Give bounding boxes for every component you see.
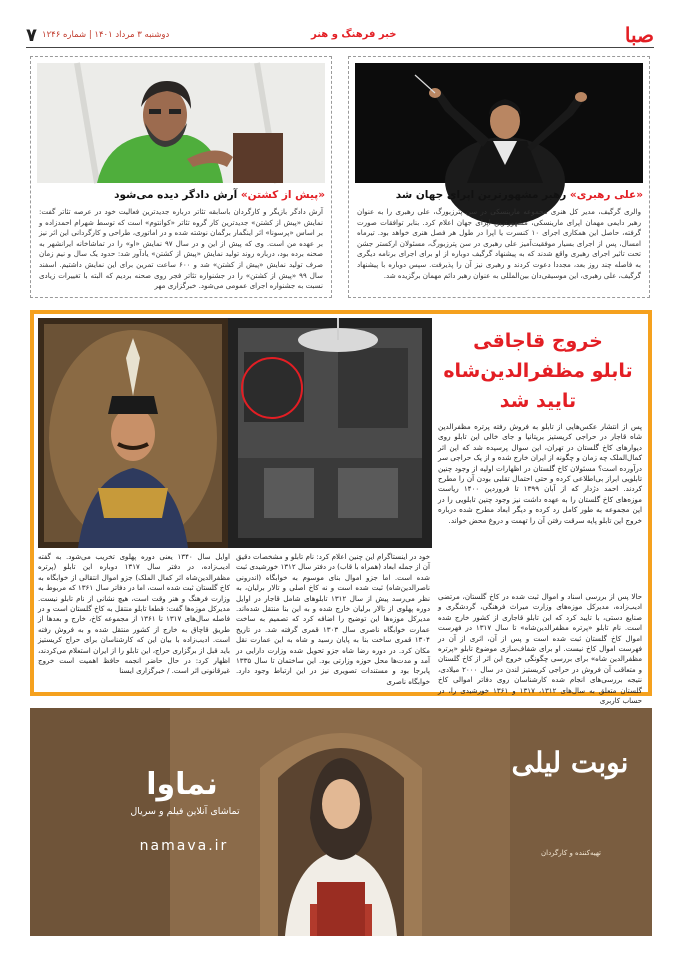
series-credit: تهیه‌کننده و کارگردان [540,849,601,857]
feature-lead-paragraph: پس از انتشار عکس‌هایی از تابلو به فروش رفته پرتره مظفرالدین شاه قاجار در حراجی کریستیز بریتانیا و جای خالی این تابلو روی دیوارهای کاخ گلستان در تهران، این سوال پرسیده شد که این اثر کمال‌الملک چه زمان و چگونه از ایران خارج شده و از یک حراجی سر درآورده است؟ مسئولان کاخ گلستان در اظهارات اولیه از وجود چنین تابلویی ابراز بی‌اطلاعی کرده و حتی احتمال تقلبی بودن آن را مطرح کردند. احمد دژدار که از آبان ۱۳۹۹ تا فروردین ۱۴۰۰ ریاست موزه‌های کاخ گلستان را به عهده داشت نیز وجود چنین تابلویی را در این مجموعه به طور کامل رد کرده و دیگر ابعاد مطرح شده درباره خروج این تابلو پایه سرقت رفتن آن را تهمت و دروغ محض خواند. [438,422,643,525]
page-number: ۷ [26,25,37,46]
brand-name: نماوا [146,767,218,802]
ad-url-link[interactable]: namava.ir [139,838,229,854]
section-name: خبر فرهنگ و هنر [311,29,397,40]
story-title: «علی رهبری» رهبر مشهورترین اپرای جهان شد [395,189,643,201]
feature-column-2: خود در اینستاگرام این چنین اعلام کرد: نام تابلو و مشخصات دقیق آن از جمله ابعاد (همراه با قاب) در دفتر سال ۱۳۱۲ خورشیدی ثبت شده است. اما جزو اموال بنای موسوم به خوابگاه (اندرونی ناصرالدین‌شاه) ثبت شده است و نه کاخ اصلی و تالار برلیان، به نظر می‌رسد پیش از سال ۱۳۱۲ تابلوهای شامل قاجار در اوایل دوره پهلوی از تالار برلیان خارج شده و به این بنا منتقل شده‌اند. مدیرکل موزه‌ها این توضیح را اضافه کرد که تصمیم به ساخت عمارت خوابگاه ناصری سال ۱۳۰۳ قمری گرفته شد. در تاریخ ۱۳۰۴ قمری ساخت بنا به پایان رسید و شاه به این عمارت نقل مکان کرد. در دوره رضا شاه جزو تحویل شده وزارت دارایی در آمد و مدت‌ها محل حوزه وزارتی بود. این ساختمان تا سال ۱۳۳۵ پابرجا بود و مستندات تصویری نیز در این ارتباط وجود دارد. خوابگاه ناصری [236,552,431,686]
namava-advertisement[interactable] [30,708,652,936]
conductor-photo [355,63,643,183]
newspaper-logo: صبا [624,23,654,47]
issue-info: دوشنبه ۳ مرداد ۱۴۰۱ | شماره ۱۲۴۶ [42,30,170,40]
ad-background [30,708,652,936]
actor-photo [37,63,325,183]
feature-photo-collage [38,318,432,548]
feature-headline: خروج قاجاقی تابلو مظفرالدین‌شاه تایید شد [443,330,633,412]
page-header [26,24,654,48]
feature-column-3: اوایل سال ۱۳۴۰ یعنی دوره پهلوی تخریب می‌شود. به گفته ادیب‌زاده، در دفتر سال ۱۳۱۷ دوباره این تابلو (پرتره مظفرالدین‌شاه اثر کمال الملک) جزو اموال انتقالی از خوابگاه به کاخ گلستان ثبت شده است، اما در دفاتر سال ۱۳۶۱ که مربوط به وزارت فرهنگ و هنر وقت است، هیچ نشانی از نام تابلو نیست. مدیرکل موزه‌ها گفت: قطعا تابلو منتقل به کاخ گلستان است و در فاصله سال‌های ۱۳۱۷ تا ۱۳۶۱ از مجموعه کاخ، خارج و بعدها از طریق قاچاق به خارج از کشور منتقل شده و به فروش رفته است. ادیب‌زاده با بیان این که کارشناسان برای حراج کریستیز باید قبل از برگزاری حراج، این تابلو را از ایران استعلام می‌کردند، اظهار کرد: در حال حاضر انجمه حافظ اهمیت است خروج غیرقانونی اثر است. / خبرگزاری ایسنا [38,552,230,676]
story-ali-rahbari [348,56,650,298]
story-body: والری گرگیف، مدیر کل هنری مجموعه مارینسکی در سن پترزبورگ، علی رهبری را به عنوان رهبر دایمی مهمان اپرای مارینسکی، مشهورترین اپرای جهان اعلام کرد. بنابر توافقات صورت گرفته، حاصل این همکاری اجرای ۱۰ کنسرت یا اپرا در طول هر فصل هنری خواهد بود. تیرماه امسال، پس از اجرای بسیار موفقیت‌آمیز علی رهبری در سن پترزبورگ، مسئولان ارکستر جشن تحت تاثیر اجرای رهبری واقع شدند که به پیشنهاد گرگیف دوباره از او برای اجرای برنامه دیگری به فاصله چند روز بعد، مجددا دعوت کردند و رهبری نیز آن را پذیرفت. سپس دوباره با پیشنهاد گرگیف، علی رهبری، این موسیقی‌دان بین‌المللی به عنوان رهبر دائم مهمان برگزیده شد. [357,207,642,280]
feature-column-1: حالا پس از بررسی اسناد و اموال ثبت شده در کاخ گلستان، مرتضی ادیب‌زاده، مدیرکل موزه‌های وزارت میراث فرهنگی، گردشگری و صنایع دستی، با تایید کرد که این تابلو قاجاری از کشور خارج شده است. نام تابلو «پرتره مظفرالدین‌شاه» تا سال ۱۳۱۷ در فهرست اموال کاخ گلستان ثبت شده است و پس از آن، اثری از آن در فهرست اموال کاخ نیست. او برای شفاف‌سازی موضوع تابلو «پرتره مظفرالدین شاه» برای بررسی چگونگی خروج این اثر از کاخ گلستان و متعاقب آن فروش در حراجی کریستیز لندن در سال ۲۰۰۰ میلادی، نتیجه بررسی‌های انجام شده کارشناسان روی دفاتر اموالی کاخ گلستان متعلق به سال‌های ۱۳۱۲، ۱۳۱۷ و ۱۳۶۱ خورشیدی را، در حساب کاربری [438,592,642,706]
ad-tagline: تماشای آنلاین فیلم و سریال [130,806,240,817]
feature-article [30,310,652,706]
series-title: نوبت لیلی [511,746,629,779]
story-body: آرش دادگر بازیگر و کارگردان باسابقه تئاتر درباره جدیدترین فعالیت خود در عرصه تئاتر گفت: نمایش «پیش از کشتن» جدیدترین کار گروه تئاتر «کوانتوم» است که توسط شهرام احمدزاده و بر اساس «پرسونا» اثر اینگمار برگمان نوشته شده و در اماتوری، طراحی و کارگردانی این اثر نیز بر عهده من است. وی که پیش از این و در سال ۹۷ نمایش «او» را در تماشاخانه ایرانشهر به صحنه برده بود، درباره روند تولید نمایش «پیش از کشتن» یادآور شد: حدود یک سال و نیم زمان صرف تولید نمایش «پیش از کشتن» شد و ۶۰۰ ساعت تمرین برای این نمایش داشتیم. اسفند سال ۹۹ «پیش از کشتن» را در جشنواره تئاتر فجر روی صحنه بردیم که البته با تغییرات زیادی نسبت به جشنواره اجرای عمومی می‌شود. خبرگزاری مهر [39,207,323,291]
story-pish-az-koshtan [30,56,332,298]
story-title: «پیش از کشتن» آرش دادگر دیده می‌شود [114,189,325,201]
